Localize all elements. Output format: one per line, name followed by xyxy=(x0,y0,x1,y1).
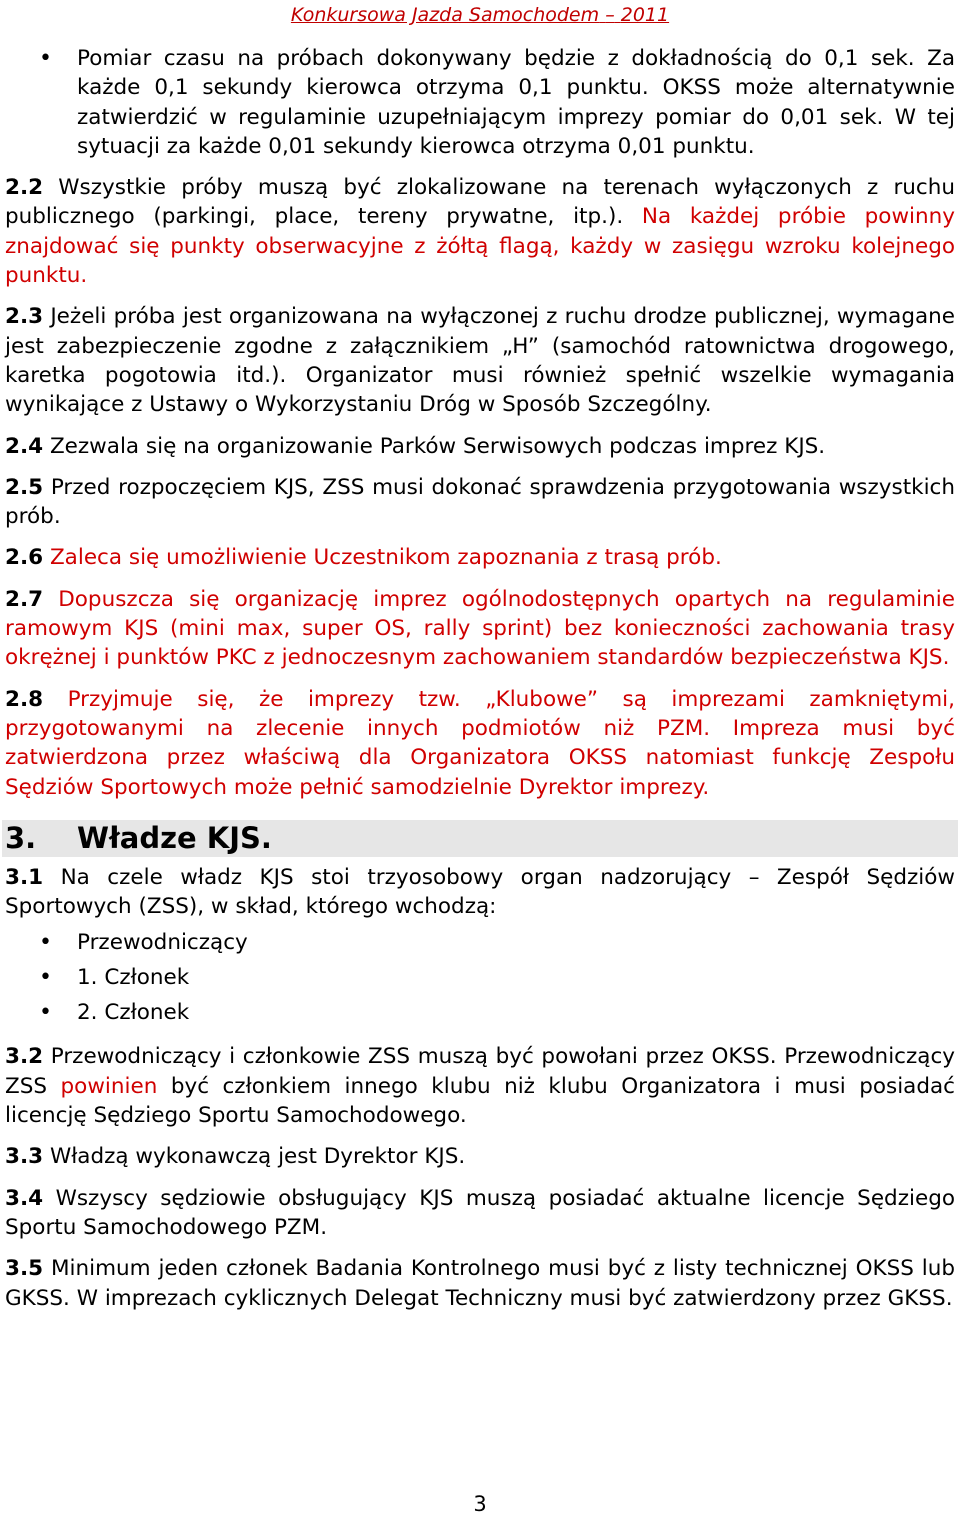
paragraph-number: 2.3 xyxy=(5,304,44,330)
paragraph-number: 2.2 xyxy=(5,175,44,201)
paragraph-number: 2.5 xyxy=(5,474,44,500)
member-label: Przewodniczący xyxy=(77,930,248,956)
intro-bullet-text: Pomiar czasu na próbach dokonywany będzie z dokładnością do 0,1 sek. Za każde 0,1 sekundy kierowca otrzyma 0,1 punktu. OKSS może alternatywnie zatwierdzić w regulaminie uzupełniającym imprezy pomiar do 0,01 sek. W tej sytuacji za każde 0,01 sekundy kierowca otrzyma 0,01 punktu. xyxy=(77,46,955,159)
paragraph-number: 3.4 xyxy=(5,1185,44,1211)
list-item xyxy=(5,995,955,1030)
list-item xyxy=(5,925,955,960)
bullet-icon: • xyxy=(39,930,52,956)
header-dash: – xyxy=(605,4,615,26)
paragraph-red-text: Na każdej próbie powinny znajdować się punkty obserwacyjne z żółtą flagą, każdy w zasięgu wzroku kolejnego punktu. xyxy=(5,204,955,289)
paragraph-3-2 xyxy=(5,1042,955,1130)
page-number: 3 xyxy=(473,1492,487,1516)
paragraph-3-3 xyxy=(5,1142,955,1171)
document-body xyxy=(5,44,955,1325)
header-year: 2011 xyxy=(620,4,670,26)
paragraph-2-5 xyxy=(5,473,955,532)
paragraph-2-4 xyxy=(5,432,955,461)
paragraph-red-word: powinien xyxy=(60,1073,158,1099)
paragraph-3-4 xyxy=(5,1184,955,1243)
paragraph-2-8 xyxy=(5,685,955,802)
zss-members-list xyxy=(5,925,955,1030)
paragraph-number: 2.6 xyxy=(5,545,44,571)
paragraph-2-3 xyxy=(5,302,955,419)
paragraph-number: 3.5 xyxy=(5,1256,44,1282)
paragraph-number: 3.3 xyxy=(5,1144,44,1170)
paragraph-text: Władzą wykonawczą jest Dyrektor KJS. xyxy=(49,1144,466,1170)
intro-bullet-list xyxy=(5,44,955,161)
paragraph-text: Przed rozpoczęciem KJS, ZSS musi dokonać sprawdzenia przygotowania wszystkich prób. xyxy=(5,474,956,530)
section-title: Władze KJS. xyxy=(77,820,272,855)
paragraph-text: Wszyscy sędziowie obsługujący KJS muszą posiadać aktualne licencje Sędziego Sportu Samochodowego PZM. xyxy=(5,1185,955,1240)
bullet-icon: • xyxy=(39,965,52,991)
paragraph-red-text: Zaleca się umożliwienie Uczestnikom zapoznania z trasą prób. xyxy=(49,545,722,571)
paragraph-number: 3.2 xyxy=(5,1044,44,1070)
paragraph-number: 2.7 xyxy=(5,586,44,612)
paragraph-text: Zezwala się na organizowanie Parków Serwisowych podczas imprez KJS. xyxy=(49,433,826,459)
member-label: 2. Członek xyxy=(77,1000,190,1026)
bullet-icon: • xyxy=(39,1000,52,1026)
paragraph-text-continued: być członkiem innego klubu niż klubu Organizatora i musi posiadać licencję Sędziego Sportu Samochodowego. xyxy=(5,1073,956,1129)
section-heading xyxy=(2,820,958,857)
paragraph-text: Minimum jeden członek Badania Kontrolnego musi być z listy technicznej OKSS lub GKSS. W imprezach cyklicznych Delegat Techniczny musi być zatwierdzony przez GKSS. xyxy=(5,1256,955,1311)
paragraph-2-2 xyxy=(5,173,955,290)
member-label: 1. Członek xyxy=(77,965,190,991)
paragraph-3-5 xyxy=(5,1254,955,1313)
page-header xyxy=(0,4,960,26)
list-item xyxy=(5,44,955,161)
paragraph-text: Przewodniczący i członkowie ZSS muszą być powołani przez OKSS. Przewodniczący ZSS xyxy=(5,1044,955,1099)
paragraph-text: Wszystkie próby muszą być zlokalizowane na terenach wyłączonych z ruchu publicznego (parkingi, place, tereny prywatne, itp.). xyxy=(5,175,955,230)
header-title: Konkursowa Jazda Samochodem xyxy=(290,4,600,26)
paragraph-text: Na czele władz KJS stoi trzyosobowy organ nadzorujący – Zespół Sędziów Sportowych (ZSS), w skład, którego wchodzą: xyxy=(5,864,955,920)
list-item xyxy=(5,960,955,995)
paragraph-3-1 xyxy=(5,863,955,922)
paragraph-number: 2.8 xyxy=(5,686,44,712)
paragraph-red-text: Przyjmuje się, że imprezy tzw. „Klubowe” są imprezami zamkniętymi, przygotowanymi na zlecenie innych podmiotów niż PZM. Impreza musi być zatwierdzona przez właściwą dla Organizatora OKSS natomiast funkcję Zespołu Sędziów Sportowych może pełnić samodzielnie Dyrektor imprezy. xyxy=(5,686,955,800)
paragraph-2-6 xyxy=(5,543,955,572)
paragraph-number: 3.1 xyxy=(5,864,44,890)
paragraph-red-text: Dopuszcza się organizację imprez ogólnodostępnych opartych na regulaminie ramowym KJS (mini max, super OS, rally sprint) bez konieczności zachowania trasy okrężnej i punktów PKC z jednoczesnym zachowaniem standardów bezpieczeństwa KJS. xyxy=(5,586,955,671)
paragraph-number: 2.4 xyxy=(5,433,44,459)
section-number: 3. xyxy=(5,820,37,855)
paragraph-text: Jeżeli próba jest organizowana na wyłączonej z ruchu drodze publicznej, wymagane jest zabezpieczenie zgodne z załącznikiem „H” (samochód ratownictwa drogowego, karetka pogotowia itd.). Organizator musi również spełnić wszelkie wymagania wynikające z Ustawy o Wykorzystaniu Dróg w Sposób Szczególny. xyxy=(5,304,955,418)
bullet-icon: • xyxy=(39,46,52,71)
paragraph-2-7 xyxy=(5,585,955,673)
